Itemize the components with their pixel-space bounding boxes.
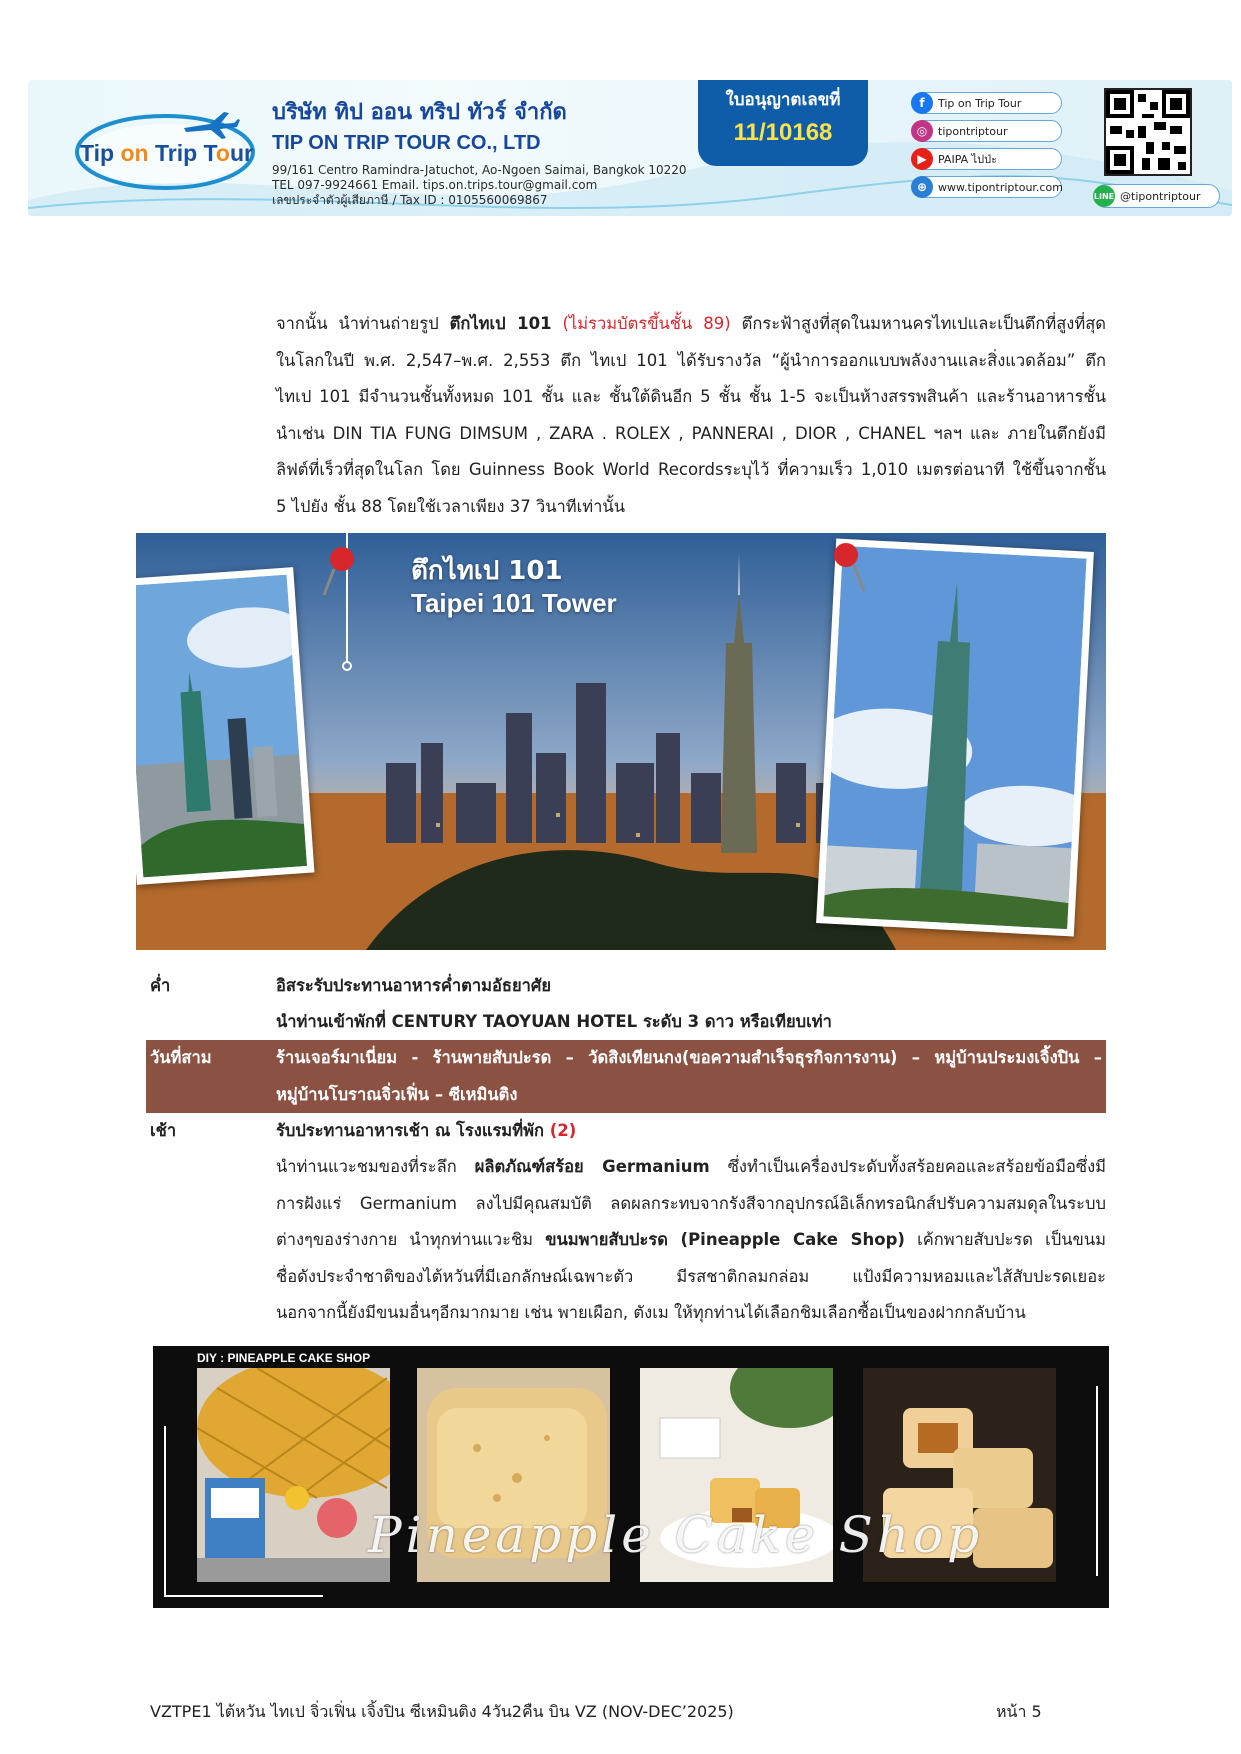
license-badge <box>698 80 868 166</box>
dinner-text: อิสระรับประทานอาหารค่ำตามอัธยาศัย <box>276 976 552 995</box>
company-name-english: TIP ON TRIP TOUR CO., LTD <box>272 132 541 154</box>
license-number: 11/10168 <box>733 119 833 146</box>
left-polaroid-photo <box>136 567 314 885</box>
pushpin-icon <box>826 539 870 599</box>
company-info <box>272 94 687 208</box>
company-tax-id: เลขประจำตัวผู้เสียภาษี / Tax ID : 0105560069867 <box>272 193 548 207</box>
day3-label: วันที่สาม <box>150 1048 212 1067</box>
pineapple-cake-banner <box>153 1346 1109 1608</box>
airplane-icon <box>180 110 240 140</box>
company-header-banner <box>28 80 1232 216</box>
instagram-icon: ◎ <box>911 120 933 142</box>
day3-itinerary: ร้านเจอร์มาเนี่ยม - ร้านพายสับปะรด – วัดสิงเทียนกง(ขอความสำเร็จธุรกิจการงาน) – หมู่บ้านประมงเจิ้งปิน – หมู่บ้านโบราณจิ่วเฟิ่น – ซีเหมินติง <box>276 1048 1102 1104</box>
license-label: ใบอนุญาตเลขที่ <box>725 90 841 110</box>
breakfast-text: รับประทานอาหารเช้า ณ โรงแรมที่พัก (2) <box>276 1121 577 1140</box>
day3-band <box>146 1040 1106 1113</box>
meal-label-breakfast: เช้า <box>150 1121 177 1140</box>
website-icon: ⊕ <box>911 176 933 198</box>
company-name-thai: บริษัท ทิป ออน ทริป ทัวร์ จำกัด <box>272 100 567 125</box>
line-link[interactable]: LINE @tipontriptour <box>1094 184 1220 208</box>
line-icon: LINE <box>1093 185 1115 207</box>
taipei101-collage-image <box>136 533 1106 950</box>
taipei101-description: จากนั้น นำท่านถ่ายรูป ตึกไทเป 101 (ไม่รวมบัตรขึ้นชั้น 89) ตึกระฟ้าสูงที่สุดในมหานครไทเปและเป็นตึกที่สูงที่สุด ในโลกในปี พ.ศ. 2,547–พ.ศ. 2,553 ตึก ไทเป 101 ได้รับรางวัล “ผู้นำการออกแบบพลังงานและสิ่งแวดล้อม” ตึก ไทเป 101 มีจำนวนชั้นทั้งหมด 101 ชั้น และ ชั้นใต้ดินอีก 5 ชั้น ชั้น 1-5 จะเป็นห้างสรรพสินค้า และร้านอาหารชั้น นำเช่น DIN TIA FUNG DIMSUM , ZARA . ROLEX , PANNERAI , DIOR , CHANEL ฯลฯ และ ภายในตึกยังมี ลิฟต์ที่เร็วที่สุดในโลก โดย Guinness Book World Recordsระบุไว้ ที่ความเร็ว 1,010 เมตรต่อนาที ใช้ขึ้นจากชั้น 5 ไปยัง ชั้น 88 โดยใช้เวลาเพียง 37 วินาทีเท่านั้น <box>276 314 1107 516</box>
hotel-text: นำท่านเข้าพักที่ CENTURY TAOYUAN HOTEL ระดับ 3 ดาว หรือเทียบเท่า <box>276 1012 832 1031</box>
tip-on-trip-logo: Tip on Trip Tour <box>70 102 260 194</box>
collage-title: ตึกไทเป 101 Taipei 101 Tower <box>411 556 617 618</box>
qr-code <box>1104 88 1192 176</box>
pushpin-icon <box>316 543 360 603</box>
youtube-link[interactable]: ▶ PAIPA ไปป่ะ <box>912 148 1062 170</box>
cake-banner-frame-lines <box>153 1346 1109 1608</box>
souvenir-description: นำท่านแวะชมของที่ระลึก ผลิตภัณฑ์สร้อย Germanium ซึ่งทำเป็นเครื่องประดับทั้งสร้อยคอและสร้อยข้อมือซึ่งมี การฝังแร่ Germanium ลงไปมีคุณสมบัติ ลดผลกระทบจากรังสีจากอุปกรณ์อิเล็กทรอนิกส์ปรับความสมดุลในระบบ ต่างๆของร่างกาย นำทุกท่านแวะชิม ขนมพายสับปะรด (Pineapple Cake Shop) เค้กพายสับปะรด เป็นขนม ชื่อดังประจำชาติของไต้หวันที่มีเอกลักษณ์เฉพาะตัว มีรสชาติกลมกล่อม แป้งมีความหอมและไส้สับปะรดเยอะ นอกจากนี้ยังมีขนมอื่นๆอีกมากมาย เช่น พายเผือก, ตังเม ให้ทุกท่านได้เลือกชิมเลือกซื้อเป็นของฝากกลับบ้าน <box>276 1157 1107 1322</box>
meal-label-dinner: ค่ำ <box>150 976 171 995</box>
footer-page-number: หน้า 5 <box>996 1702 1042 1721</box>
company-contact: TEL 097-9924661 Email. tips.on.trips.tour@gmail.com <box>272 178 598 192</box>
facebook-icon: f <box>911 92 933 114</box>
cake-banner-script-title: Pineapple Cake Shop <box>368 1506 984 1564</box>
website-link[interactable]: ⊕ www.tipontriptour.com <box>912 176 1062 198</box>
facebook-link[interactable]: f Tip on Trip Tour <box>912 92 1062 114</box>
instagram-link[interactable]: ◎ tipontriptour <box>912 120 1062 142</box>
company-address: 99/161 Centro Ramindra-Jatuchot, Ao-Ngoen Saimai, Bangkok 10220 <box>272 163 687 177</box>
social-links <box>912 92 1062 204</box>
footer-document-title: VZTPE1 ไต้หวัน ไทเป จิ่วเฟิ่น เจิ้งปิน ซีเหมินติง 4วัน2คืน บิน VZ (NOV-DEC’2025) <box>150 1702 734 1721</box>
cake-banner-label: DIY : PINEAPPLE CAKE SHOP <box>197 1351 371 1365</box>
youtube-icon: ▶ <box>911 148 933 170</box>
